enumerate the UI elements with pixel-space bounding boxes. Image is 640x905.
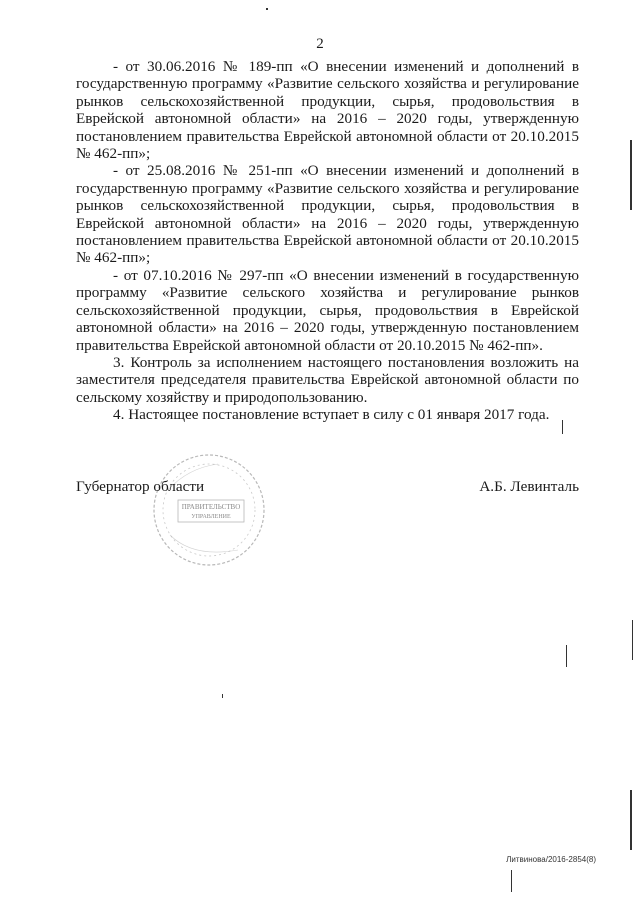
- paragraph-amendment-297: - от 07.10.2016 № 297-пп «О внесении изменений в государственную программу «Развитие сельского хозяйства и регулирование рынков сельскохозяйственной продукции, сырья, продовольствия в Еврейской автономной области» на 2016 – 2020 годы, утвержденную постановлением правительства Еврейской автономной области от 20.10.2015 № 462-пп».: [76, 266, 579, 354]
- scan-mark: [632, 620, 633, 660]
- signature-block: [76, 478, 579, 508]
- scan-mark: [566, 645, 567, 667]
- scan-mark: [630, 140, 632, 210]
- paragraph-effective-date: 4. Настоящее постановление вступает в силу с 01 января 2017 года.: [113, 406, 550, 424]
- official-stamp-seal: [148, 450, 270, 570]
- signatory-title: Губернатор области: [76, 478, 205, 495]
- scan-mark: [562, 420, 563, 434]
- document-body: [76, 58, 579, 424]
- signatory-name: А.Б. Левинталь: [479, 478, 579, 495]
- footer-reference: Литвинова/2016-2854(8): [506, 855, 596, 864]
- stamp-text-line-2: УПРАВЛЕНИЕ: [191, 514, 231, 520]
- paragraph-amendment-189: - от 30.06.2016 № 189-пп «О внесении изменений и дополнений в государственную программу «Развитие сельского хозяйства и регулирование рынков сельскохозяйственной продукции, сырья, продовольствия в Еврейской автономной области» на 2016 – 2020 годы, утвержденную постановлением правительства Еврейской автономной области от 20.10.2015 № 462-пп»;: [76, 58, 579, 163]
- paragraph-control-clause: 3. Контроль за исполнением настоящего постановления возложить на заместителя председателя правительства Еврейской автономной области по сельскому хозяйству и природопользованию.: [76, 353, 579, 406]
- scan-mark: [222, 694, 223, 698]
- scan-mark: [630, 790, 632, 850]
- page-number: 2: [316, 36, 324, 52]
- stamp-text-line-1: ПРАВИТЕЛЬСТВО: [181, 503, 241, 511]
- paragraph-amendment-251: - от 25.08.2016 № 251-пп «О внесении изменений и дополнений в государственную программу «Развитие сельского хозяйства и регулирование рынков сельскохозяйственной продукции, сырья, продовольствия в Еврейской автономной области» на 2016 – 2020 годы, утвержденную постановлением правительства Еврейской автономной области от 20.10.2015 № 462-пп»;: [76, 162, 579, 267]
- scan-mark: [266, 8, 268, 10]
- scan-mark: [511, 870, 512, 892]
